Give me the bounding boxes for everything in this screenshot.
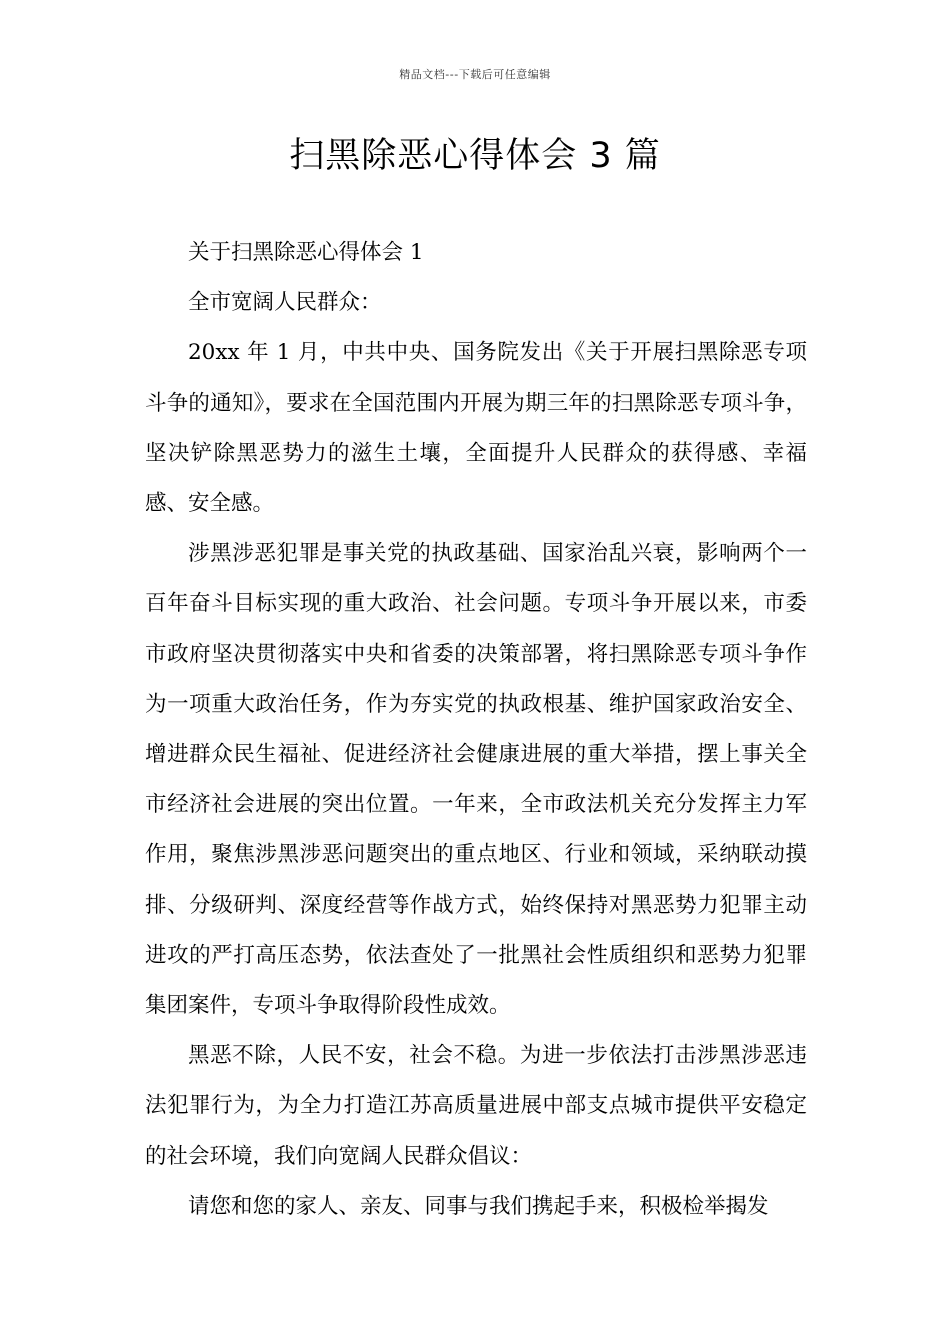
- document-title: 扫黑除恶心得体会 3 篇: [289, 136, 661, 176]
- document-body: [145, 228, 807, 1232]
- subheading-paragraph: 关于扫黑除恶心得体会 1: [188, 240, 424, 265]
- body-paragraph: 20xx 年 1 月，中共中央、国务院发出《关于开展扫黑除恶专项斗争的通知》，要求在全国范围内开展为期三年的扫黑除恶专项斗争，坚决铲除黑恶势力的滋生土壤，全面提升人民群众的获得感、幸福感、安全感。: [145, 340, 807, 517]
- body-paragraph: 请您和您的家人、亲友、同事与我们携起手来，积极检举揭发: [188, 1193, 769, 1219]
- salutation-paragraph: 全市宽阔人民群众：: [188, 290, 382, 316]
- body-paragraph: 涉黑涉恶犯罪是事关党的执政基础、国家治乱兴衰，影响两个一百年奋斗目标实现的重大政治、社会问题。专项斗争开展以来，市委市政府坚决贯彻落实中央和省委的决策部署，将扫黑除恶专项斗争作为一项重大政治任务，作为夯实党的执政根基、维护国家政治安全、增进群众民生福祉、促进经济社会健康进展的重大举措，摆上事关全市经济社会进展的突出位置。一年来，全市政法机关充分发挥主力军作用，聚焦涉黑涉恶问题突出的重点地区、行业和领域，采纳联动摸排、分级研判、深度经营等作战方式，始终保持对黑恶势力犯罪主动进攻的严打高压态势，依法查处了一批黑社会性质组织和恶势力犯罪集团案件，专项斗争取得阶段性成效。: [145, 541, 807, 1019]
- header-note: 精品文档---下载后可任意编辑: [399, 68, 551, 81]
- body-paragraph: 黑恶不除，人民不安，社会不稳。为进一步依法打击涉黑涉恶违法犯罪行为，为全力打造江苏高质量进展中部支点城市提供平安稳定的社会环境，我们向宽阔人民群众倡议：: [145, 1043, 807, 1169]
